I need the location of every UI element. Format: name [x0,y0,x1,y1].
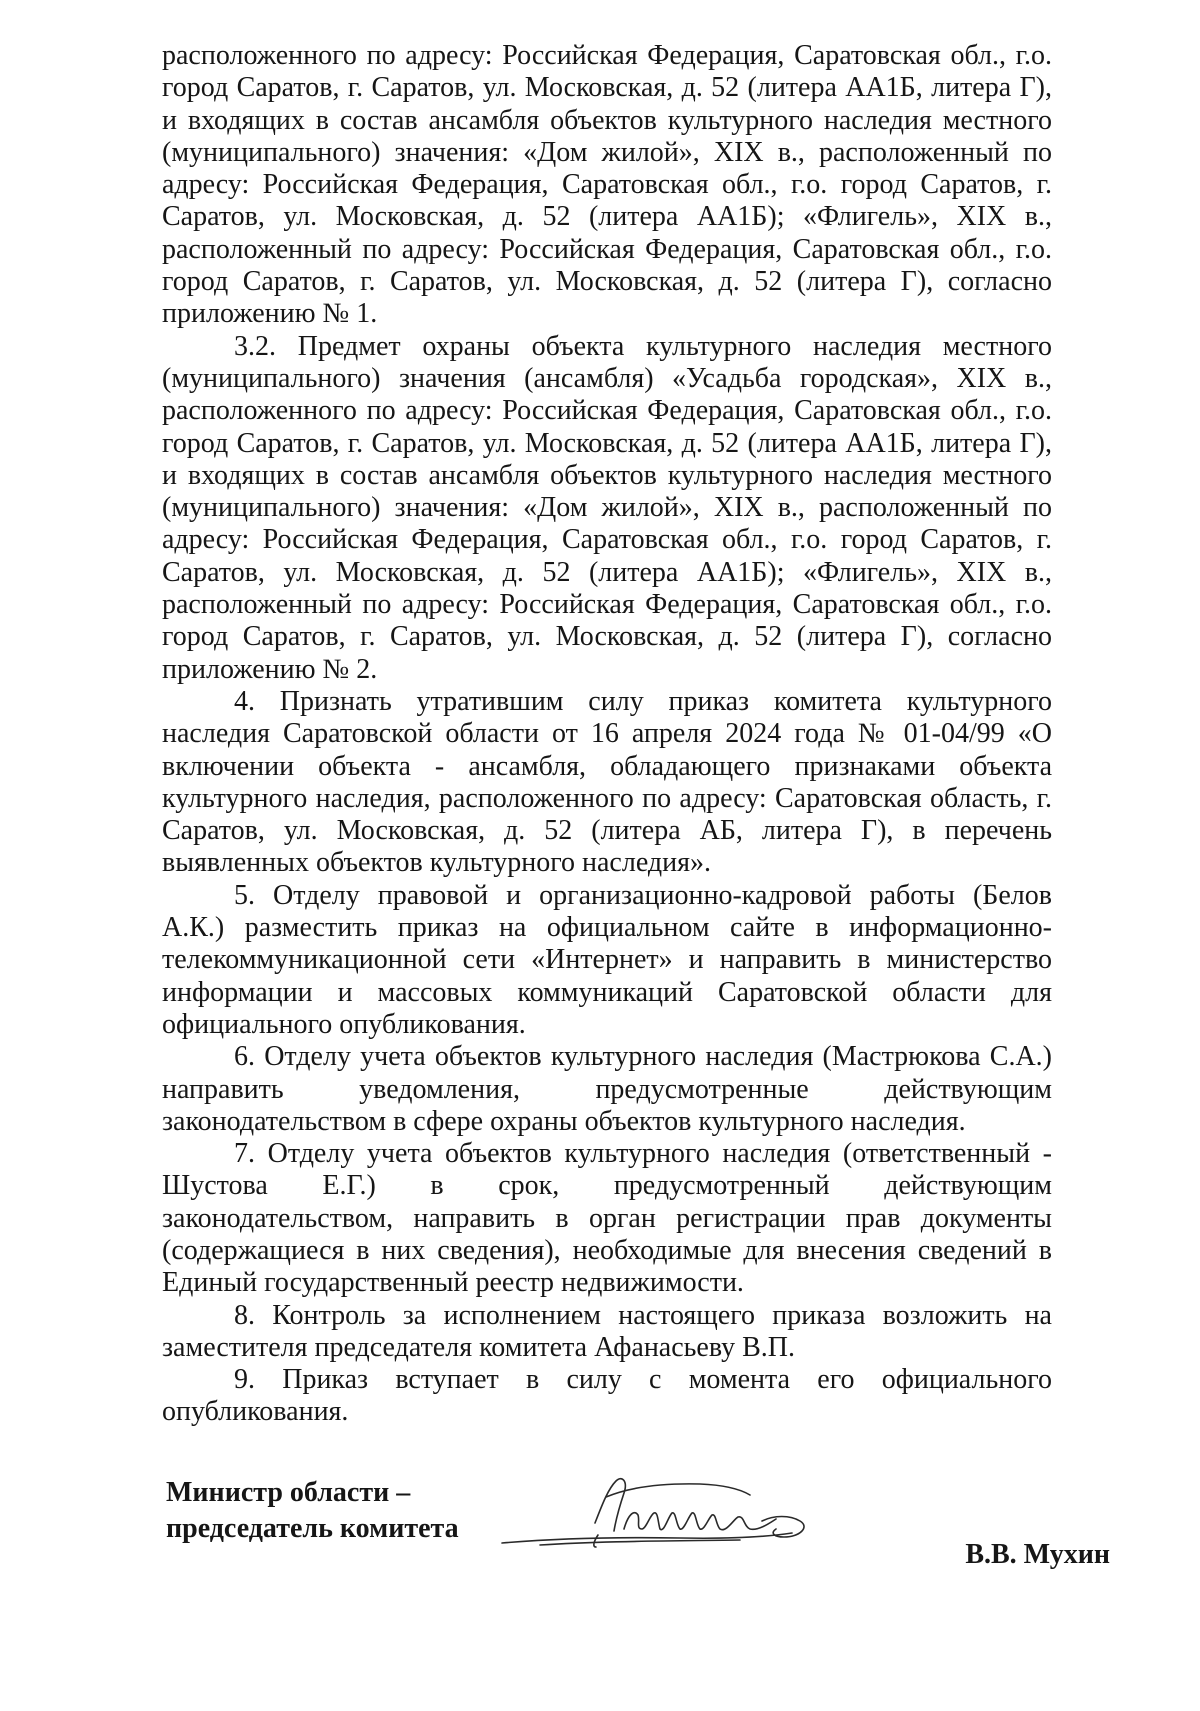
document-body [162,40,1052,1429]
signatory-title-line1: Министр области – [166,1477,411,1508]
signatory-name: В.В. Мухин [965,1539,1110,1570]
signatory-title-line2: председатель комитета [166,1513,459,1544]
paragraph-8: 8. Контроль за исполнением настоящего приказа возложить на заместителя председателя комитета Афанасьеву В.П. [162,1299,1052,1363]
paragraph-6: 6. Отделу учета объектов культурного наследия (Мастрюкова С.А.) направить уведомления, предусмотренные действующим законодательством в сфере охраны объектов культурного наследия. [162,1041,1052,1137]
paragraph-continuation: расположенного по адресу: Российская Федерация, Саратовская обл., г.о. город Саратов, г. Саратов, ул. Московская, д. 52 (литера АА1Б, литера Г), и входящих в состав ансамбля объектов культурного наследия местного (муниципального) значения: «Дом жилой», XIX в., расположенный по адресу: Российская Федерация, Саратовская обл., г.о. город Саратов, г. Саратов, ул. Московская, д. 52 (литера АА1Б); «Флигель», XIX в., расположенный по адресу: Российская Федерация, Саратовская обл., г.о. город Саратов, г. Саратов, ул. Московская, д. 52 (литера Г), согласно приложению № 1. [162,40,1052,330]
paragraph-3-2: 3.2. Предмет охраны объекта культурного наследия местного (муниципального) значения (ансамбля) «Усадьба городская», XIX в., расположенного по адресу: Российская Федерация, Саратовская обл., г.о. город Саратов, г. Саратов, ул. Московская, д. 52 (литера АА1Б, литера Г), и входящих в состав ансамбля объектов культурного наследия местного (муниципального) значения: «Дом жилой», XIX в., расположенный по адресу: Российская Федерация, Саратовская обл., г.о. город Саратов, г. Саратов, ул. Московская, д. 52 (литера АА1Б); «Флигель», XIX в., расположенный по адресу: Российская Федерация, Саратовская обл., г.о. город Саратов, г. Саратов, ул. Московская, д. 52 (литера Г), согласно приложению № 2. [162,330,1052,685]
signatory-title [166,1475,459,1547]
paragraph-4: 4. Признать утратившим силу приказ комитета культурного наследия Саратовской области от 16 апреля 2024 года № 01-04/99 «О включении объекта - ансамбля, обладающего признаками объекта культурного наследия, расположенного по адресу: Саратовская область, г. Саратов, ул. Московская, д. 52 (литера АБ, литера Г), в перечень выявленных объектов культурного наследия». [162,685,1052,879]
paragraph-5: 5. Отделу правовой и организационно-кадровой работы (Белов А.К.) разместить приказ на официальном сайте в информационно-телекоммуникационной сети «Интернет» и направить в министерство информации и массовых коммуникаций Саратовской области для официального опубликования. [162,879,1052,1040]
handwritten-signature [500,1475,830,1565]
paragraph-7: 7. Отделу учета объектов культурного наследия (ответственный - Шустова Е.Г.) в срок, предусмотренный действующим законодательством, направить в орган регистрации прав документы (содержащиеся в них сведения), необходимые для внесения сведений в Единый государственный реестр недвижимости. [162,1138,1052,1299]
signature-block [0,1475,1200,1615]
paragraph-9: 9. Приказ вступает в силу с момента его официального опубликования. [162,1364,1052,1428]
